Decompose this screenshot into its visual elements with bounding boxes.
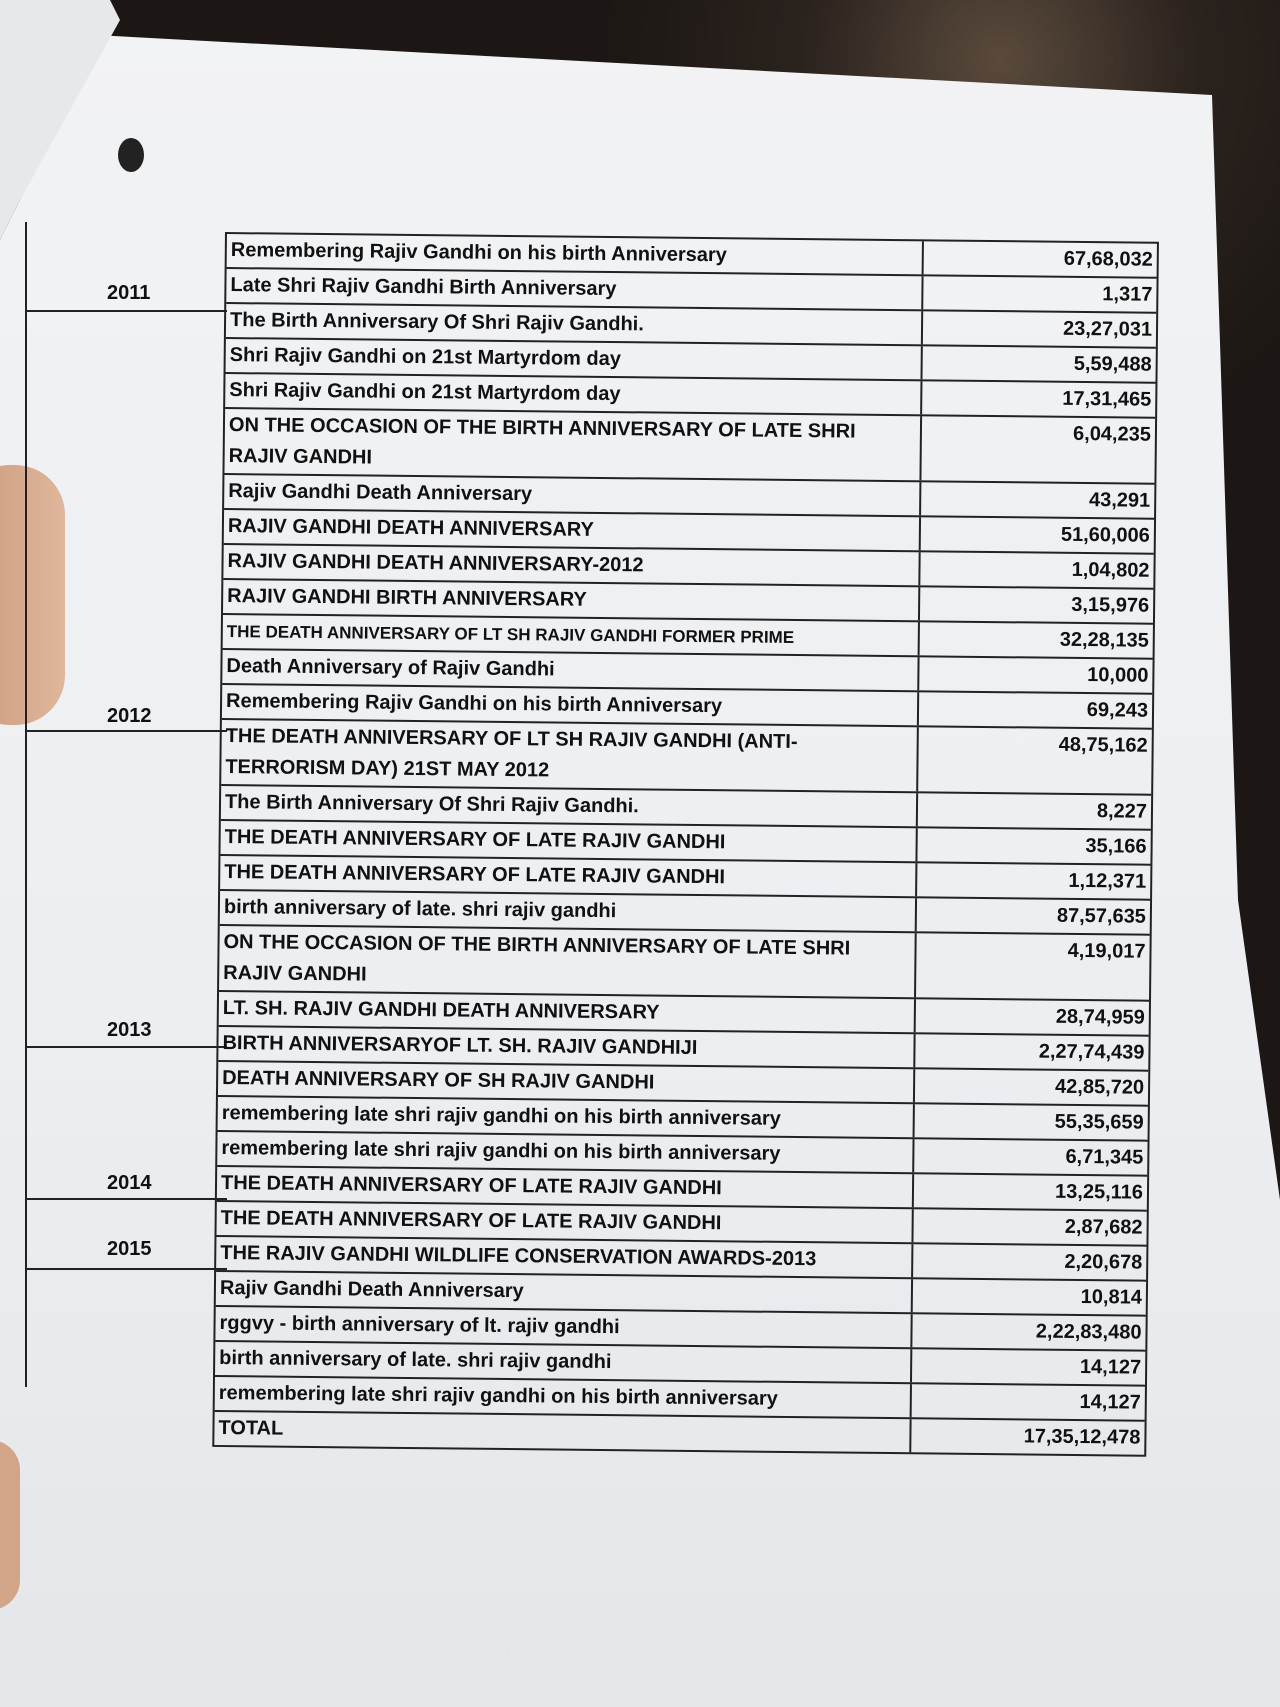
amount-cell: 6,71,345 bbox=[1065, 1145, 1144, 1169]
amount-cell: 1,317 bbox=[1102, 283, 1153, 306]
description-cell: Late Shri Rajiv Gandhi Birth Anniversary bbox=[226, 269, 923, 309]
punch-hole bbox=[118, 138, 144, 172]
year-label: 2015 bbox=[107, 1238, 152, 1260]
table-row bbox=[221, 720, 1152, 796]
expenditure-table bbox=[212, 232, 1159, 1457]
divider bbox=[27, 730, 227, 732]
description-cell: remembering late shri rajiv gandhi on his birth anniversary bbox=[217, 1132, 914, 1172]
amount-cell: 43,291 bbox=[1088, 489, 1151, 512]
amount-cell: 55,35,659 bbox=[1054, 1110, 1144, 1134]
amount-cell: 51,60,006 bbox=[1060, 523, 1150, 547]
amount-cell: 67,68,032 bbox=[1063, 247, 1153, 271]
amount-cell: 13,25,116 bbox=[1055, 1180, 1144, 1204]
amount-cell: 1,04,802 bbox=[1071, 558, 1150, 582]
amount-cell: 5,59,488 bbox=[1073, 352, 1152, 376]
amount-cell: 2,20,678 bbox=[1064, 1250, 1143, 1274]
amount-cell: 10,814 bbox=[1080, 1286, 1143, 1309]
description-cell: ON THE OCCASION OF THE BIRTH ANNIVERSARY OF LATE SHRI RAJIV GANDHI bbox=[219, 926, 917, 997]
description-cell: THE DEATH ANNIVERSARY OF LATE RAJIV GANDHI bbox=[220, 821, 917, 861]
description-cell: RAJIV GANDHI DEATH ANNIVERSARY-2012 bbox=[223, 545, 920, 585]
year-column bbox=[25, 222, 227, 1387]
amount-cell: 8,227 bbox=[1096, 800, 1148, 823]
description-cell: birth anniversary of late. shri rajiv gandhi bbox=[220, 891, 917, 931]
amount-cell: 1,12,371 bbox=[1068, 869, 1147, 893]
description-cell: THE RAJIV GANDHI WILDLIFE CONSERVATION AWARDS-2013 bbox=[216, 1237, 913, 1277]
description-cell: RAJIV GANDHI DEATH ANNIVERSARY bbox=[224, 510, 921, 550]
table-row bbox=[219, 926, 1150, 1002]
table-row bbox=[224, 409, 1155, 485]
description-cell: birth anniversary of late. shri rajiv gandhi bbox=[215, 1342, 912, 1382]
divider bbox=[27, 1198, 227, 1200]
description-cell: RAJIV GANDHI BIRTH ANNIVERSARY bbox=[223, 580, 920, 620]
amount-cell: 14,127 bbox=[1079, 1391, 1141, 1414]
description-cell: TOTAL bbox=[214, 1412, 911, 1452]
amount-cell: 17,35,12,478 bbox=[1023, 1425, 1141, 1449]
description-cell: THE DEATH ANNIVERSARY OF LATE RAJIV GANDHI bbox=[216, 1202, 913, 1242]
description-cell: LT. SH. RAJIV GANDHI DEATH ANNIVERSARY bbox=[219, 992, 916, 1032]
year-label: 2013 bbox=[107, 1019, 152, 1041]
divider bbox=[27, 310, 227, 312]
amount-cell: 32,28,135 bbox=[1059, 628, 1149, 652]
description-cell: The Birth Anniversary Of Shri Rajiv Gandhi. bbox=[221, 786, 918, 826]
amount-cell: 87,57,635 bbox=[1056, 904, 1146, 928]
amount-cell: 17,31,465 bbox=[1062, 387, 1152, 411]
amount-cell: 6,04,235 bbox=[1072, 422, 1152, 446]
amount-cell: 2,22,83,480 bbox=[1035, 1320, 1142, 1344]
description-cell: Shri Rajiv Gandhi on 21st Martyrdom day bbox=[226, 339, 923, 379]
description-cell: rggvy - birth anniversary of lt. rajiv gandhi bbox=[215, 1307, 912, 1347]
description-cell: THE DEATH ANNIVERSARY OF LATE RAJIV GANDHI bbox=[217, 1167, 914, 1207]
finger bbox=[0, 1440, 20, 1610]
year-label: 2012 bbox=[107, 705, 152, 727]
amount-cell: 2,27,74,439 bbox=[1038, 1040, 1145, 1064]
amount-cell: 28,74,959 bbox=[1055, 1005, 1145, 1029]
divider bbox=[27, 1046, 227, 1048]
amount-cell: 4,19,017 bbox=[1067, 939, 1146, 963]
description-cell: BIRTH ANNIVERSARYOF LT. SH. RAJIV GANDHIJI bbox=[218, 1027, 915, 1067]
divider bbox=[27, 1268, 227, 1270]
description-cell: THE DEATH ANNIVERSARY OF LT SH RAJIV GANDHI (ANTI-TERRORISM DAY) 21ST MAY 2012 bbox=[221, 720, 919, 791]
description-cell: Remembering Rajiv Gandhi on his birth Anniversary bbox=[227, 234, 924, 274]
year-label: 2011 bbox=[107, 282, 151, 304]
amount-cell: 3,15,976 bbox=[1071, 593, 1150, 617]
description-cell: THE DEATH ANNIVERSARY OF LATE RAJIV GANDHI bbox=[220, 856, 917, 896]
description-cell: Remembering Rajiv Gandhi on his birth Anniversary bbox=[222, 685, 919, 725]
description-cell: Death Anniversary of Rajiv Gandhi bbox=[222, 650, 919, 690]
amount-cell: 23,27,031 bbox=[1062, 317, 1153, 341]
amount-cell: 2,87,682 bbox=[1064, 1215, 1143, 1239]
amount-cell: 48,75,162 bbox=[1058, 733, 1148, 757]
year-label: 2014 bbox=[107, 1172, 152, 1194]
description-cell: Rajiv Gandhi Death Anniversary bbox=[216, 1272, 913, 1312]
description-cell: Shri Rajiv Gandhi on 21st Martyrdom day bbox=[225, 374, 922, 414]
description-cell: remembering late shri rajiv gandhi on his birth anniversary bbox=[218, 1097, 915, 1137]
amount-cell: 14,127 bbox=[1079, 1356, 1142, 1379]
amount-cell: 42,85,720 bbox=[1054, 1075, 1145, 1099]
amount-cell: 35,166 bbox=[1085, 835, 1147, 858]
description-cell: THE DEATH ANNIVERSARY OF LT SH RAJIV GANDHI FORMER PRIME bbox=[223, 615, 920, 655]
amount-cell: 10,000 bbox=[1087, 664, 1149, 687]
amount-cell: 69,243 bbox=[1086, 699, 1149, 722]
description-cell: ON THE OCCASION OF THE BIRTH ANNIVERSARY OF LATE SHRI RAJIV GANDHI bbox=[224, 409, 922, 480]
description-cell: The Birth Anniversary Of Shri Rajiv Gandhi. bbox=[226, 304, 923, 344]
description-cell: remembering late shri rajiv gandhi on his birth anniversary bbox=[215, 1377, 912, 1417]
description-cell: DEATH ANNIVERSARY OF SH RAJIV GANDHI bbox=[218, 1062, 915, 1102]
description-cell: Rajiv Gandhi Death Anniversary bbox=[224, 475, 921, 515]
